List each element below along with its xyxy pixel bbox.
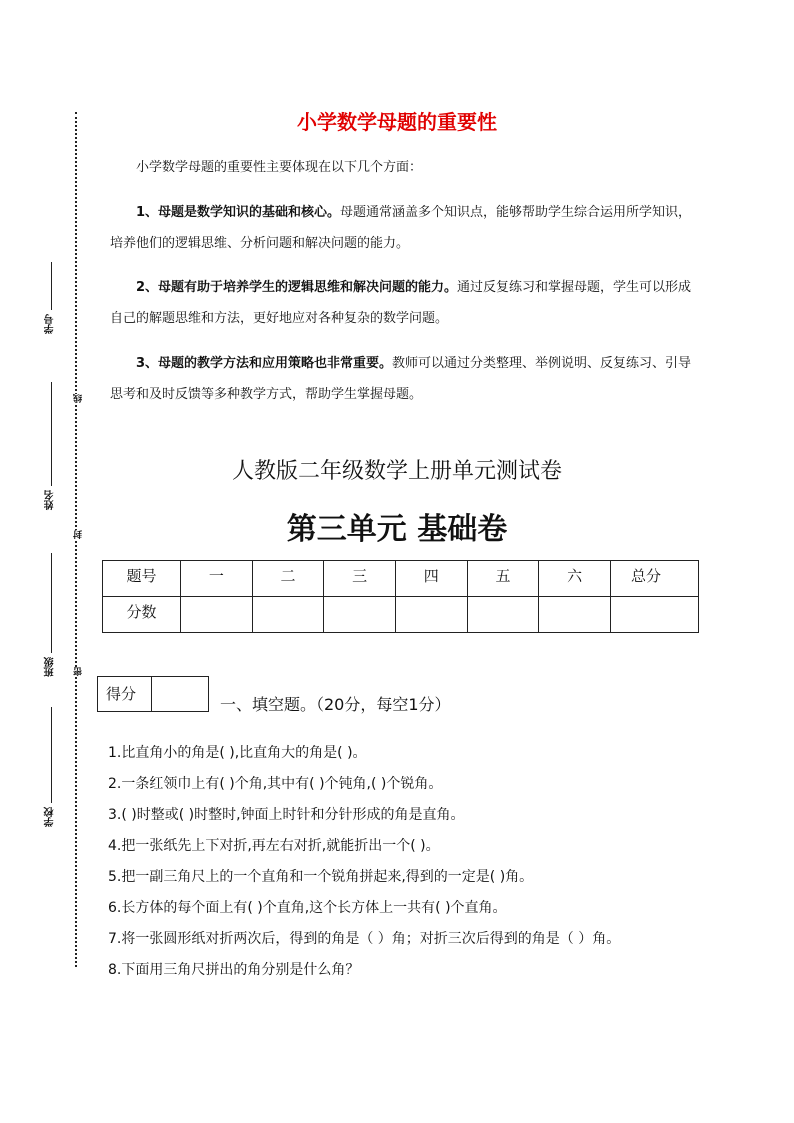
intro-point-3 bbox=[110, 348, 702, 410]
question-item: 1.比直角小的角是( ),比直角大的角是( )。 bbox=[108, 745, 367, 761]
student-number-line bbox=[51, 262, 52, 310]
intro-point-1-heading: 1、母题是数学知识的基础和核心。 bbox=[136, 205, 341, 220]
grade-label: 得分 bbox=[98, 677, 152, 711]
score-header-cell: 一 bbox=[181, 561, 253, 597]
intro-point-1-text: 母题通常涵盖多个知识点，能够帮助学生综合运用所学知识，培养他们的逻辑思维、分析问题和解决问题的能力。 bbox=[110, 205, 692, 251]
score-cell[interactable] bbox=[395, 597, 467, 633]
unit-title: 第三单元 基础卷 bbox=[286, 512, 508, 547]
class-line bbox=[51, 553, 52, 653]
question-item: 4.把一张纸先上下对折,再左右对折,就能折出一个( )。 bbox=[108, 838, 440, 854]
score-cell[interactable] bbox=[252, 597, 324, 633]
school-line bbox=[51, 707, 52, 803]
test-title: 人教版二年级数学上册单元测试卷 bbox=[231, 459, 562, 484]
binding-mark-seal: 封 bbox=[74, 530, 84, 539]
score-header-cell: 五 bbox=[467, 561, 539, 597]
score-header-cell: 六 bbox=[539, 561, 611, 597]
school-field bbox=[42, 707, 60, 827]
question-item: 6.长方体的每个面上有( )个直角,这个长方体上一共有( )个直角。 bbox=[108, 900, 507, 916]
question-item: 5.把一副三角尺上的一个直角和一个锐角拼起来,得到的一定是( )角。 bbox=[108, 869, 534, 885]
score-table bbox=[102, 560, 699, 633]
intro-lead: 小学数学母题的重要性主要体现在以下几个方面： bbox=[136, 160, 423, 175]
school-label: 学校 bbox=[45, 807, 56, 827]
score-table-score-row bbox=[103, 597, 699, 633]
score-row-label: 分数 bbox=[103, 597, 181, 633]
intro-point-1 bbox=[110, 197, 702, 259]
binding-mark-line: 线 bbox=[74, 394, 84, 403]
student-number-field bbox=[42, 262, 60, 334]
question-item: 3.( )时整或( )时整时,钟面上时针和分针形成的角是直角。 bbox=[108, 807, 465, 823]
question-item: 8.下面用三角尺拼出的角分别是什么角？ bbox=[108, 962, 360, 978]
score-cell[interactable] bbox=[181, 597, 253, 633]
grade-box bbox=[97, 676, 209, 712]
student-number-label: 学号 bbox=[45, 314, 56, 334]
intro-point-3-text: 教师可以通过分类整理、举例说明、反复练习、引导思考和及时反馈等多种教学方式，帮助学生掌握母题。 bbox=[110, 356, 692, 402]
question-item: 7.将一张圆形纸对折两次后，得到的角是（ ）角；对折三次后得到的角是（ ）角。 bbox=[108, 931, 621, 947]
grade-input-cell[interactable] bbox=[152, 677, 208, 711]
score-header-cell: 三 bbox=[324, 561, 396, 597]
intro-point-2-heading: 2、母题有助于培养学生的逻辑思维和解决问题的能力。 bbox=[136, 280, 458, 295]
binding-mark-secret: 密 bbox=[74, 667, 84, 676]
class-field bbox=[42, 553, 60, 677]
score-cell[interactable] bbox=[467, 597, 539, 633]
student-name-field bbox=[42, 382, 60, 510]
class-label: 班级 bbox=[45, 657, 56, 677]
score-header-cell: 题号 bbox=[103, 561, 181, 597]
question-item: 2.一条红领巾上有( )个角,其中有( )个钝角,( )个锐角。 bbox=[108, 776, 443, 792]
intro-point-3-heading: 3、母题的教学方法和应用策略也非常重要。 bbox=[136, 356, 393, 371]
intro-title: 小学数学母题的重要性 bbox=[297, 110, 497, 134]
score-header-cell: 二 bbox=[252, 561, 324, 597]
question-list bbox=[108, 738, 708, 986]
student-name-label: 姓名 bbox=[45, 490, 56, 510]
section-title: 一、填空题。（20分，每空1分） bbox=[220, 695, 451, 714]
score-cell[interactable] bbox=[324, 597, 396, 633]
score-header-cell: 四 bbox=[395, 561, 467, 597]
score-cell[interactable] bbox=[539, 597, 611, 633]
score-header-cell: 总分 bbox=[611, 561, 699, 597]
intro-point-2-text: 通过反复练习和掌握母题，学生可以形成自己的解题思维和方法，更好地应对各种复杂的数学问题。 bbox=[110, 280, 692, 326]
intro-point-2 bbox=[110, 272, 702, 334]
score-table-header-row bbox=[103, 561, 699, 597]
score-cell[interactable] bbox=[611, 597, 699, 633]
